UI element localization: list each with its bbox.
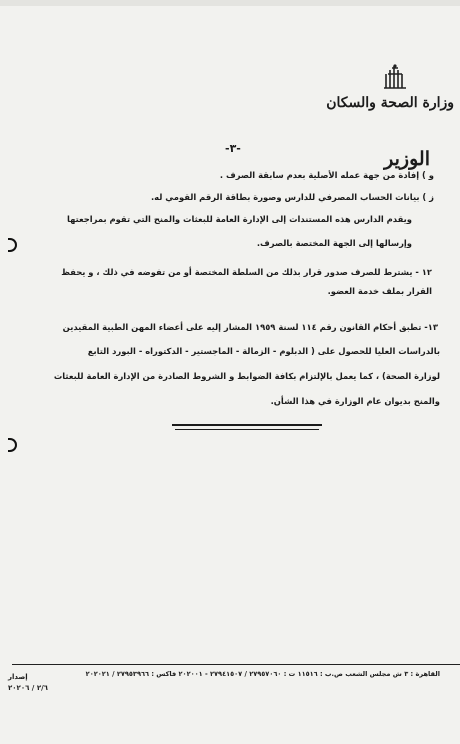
- body-line: ١٣- تطبق أحكام القانون رقم ١١٤ لسنة ١٩٥٩ المشار إليه على أعضاء المهن الطبية المقيدين: [62, 322, 438, 332]
- stamp-line: ٢/٦ / ٢٠٢٠٦: [8, 684, 48, 692]
- body-line: والمنح بديوان عام الوزارة في هذا الشأن.: [270, 396, 440, 406]
- page-top-shade: [0, 0, 460, 6]
- body-line: لوزارة الصحة) ، كما يعمل بالإلتزام بكافة الضوابط و الشروط الصادرة من الإدارة العامة للبعثات: [53, 371, 440, 381]
- hole-punch-mark: [8, 238, 17, 252]
- page-number: -٣-: [225, 142, 241, 155]
- body-line: القرار بملف خدمة العضو.: [327, 286, 432, 296]
- stamp-line: إصدار: [8, 673, 28, 681]
- minister-title: الوزير: [384, 148, 430, 170]
- issue-stamp: [8, 672, 48, 694]
- footer-address: القاهرة : ٣ ش مجلس الشعب ص.ب : ١١٥١٦ ت : ٢٧٩٥٧٠٦٠ / ٢٧٩٤١٥٠٧ - ٢٠٢٠٠١ فاكس : ٢٧٩٥٣٩٦٦ / ٢٠٢٠٢١: [85, 670, 440, 678]
- body-line: وإرسالها إلى الجهة المختصة بالصرف.: [256, 238, 412, 248]
- body-line: ويقدم الدارس هذه المستندات إلى الإدارة العامة للبعثات والمنح التي تقوم بمراجعتها: [66, 214, 412, 224]
- closing-rule: [172, 424, 322, 426]
- body-line: ز ) بيانات الحساب المصرفي للدارس وصورة بطاقة الرقم القومي له.: [150, 192, 434, 202]
- body-line: و ) إفادة من جهة عمله الأصلية بعدم سابقة الصرف .: [219, 170, 434, 180]
- closing-rule-thin: [175, 429, 319, 430]
- ministry-emblem-icon: [380, 62, 410, 92]
- body-line: ١٢ - يشترط للصرف صدور قرار بذلك من السلطة المختصة أو من تفوضه في ذلك ، و يحفظ: [61, 267, 432, 277]
- hole-punch-mark: [8, 438, 17, 452]
- body-line: بالدراسات العليا للحصول على ( الدبلوم - الزمالة - الماجستير - الدكتوراه - البورد التابع: [87, 346, 440, 356]
- ministry-name: وزارة الصحة والسكان: [326, 95, 454, 111]
- footer-divider: [12, 664, 460, 665]
